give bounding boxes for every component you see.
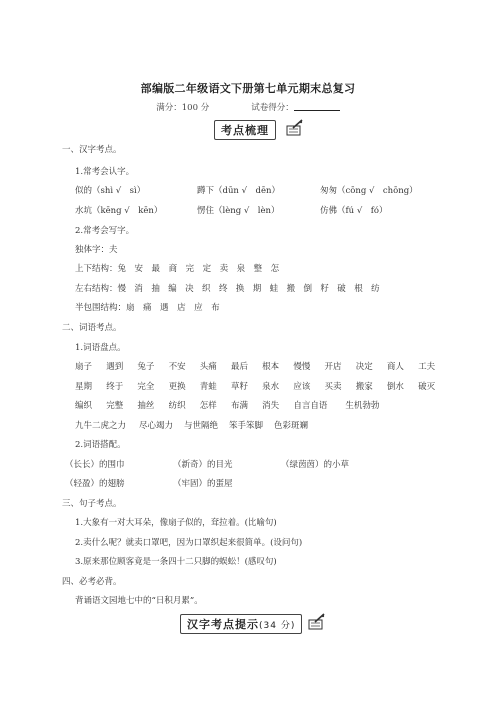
list-item: 应 xyxy=(194,303,203,313)
list-item: 扇 xyxy=(126,303,135,313)
list-item: 纺 xyxy=(371,284,380,294)
row-label: 独体字： xyxy=(75,245,110,255)
section-1-1-heading: 1.常考会认字。 xyxy=(75,167,135,177)
banner-hanzi-label: 汉字考点提示 xyxy=(187,618,259,631)
pinyin-item: 蹲下（dūn √ dēn） xyxy=(197,186,280,196)
list-item: 布满 xyxy=(230,401,248,411)
list-item: 完整 xyxy=(106,401,124,411)
list-item: 最后 xyxy=(230,362,248,372)
score-blank[interactable] xyxy=(294,101,340,111)
row-label: 半包围结构： xyxy=(75,303,127,313)
list-item: 编 xyxy=(168,284,177,294)
list-item: 完 xyxy=(185,264,195,274)
char-list xyxy=(118,262,288,274)
list-item: 慢慢 xyxy=(293,362,311,372)
list-item: 慢 xyxy=(117,284,127,294)
list-item: 兔子 xyxy=(137,362,155,372)
collocation-item: （绿茵茵）的小草 xyxy=(281,460,350,470)
list-item: 与世隔绝 xyxy=(184,421,219,431)
word-row-3 xyxy=(75,399,397,411)
pinyin-row-2 xyxy=(75,204,388,216)
list-item: 抽 xyxy=(151,284,160,294)
collocation-item: （长长）的围巾 xyxy=(65,460,125,470)
list-item: 倒 xyxy=(303,284,312,294)
list-item: 工夫 xyxy=(418,362,436,372)
banner-hanzi xyxy=(0,612,496,632)
recite-task: 背诵语文园地七中的“日积月累”。 xyxy=(75,596,203,606)
section-1-2-heading: 2.常考会写字。 xyxy=(75,226,135,236)
list-item: 草籽 xyxy=(230,382,248,392)
banner-hanzi-score: (34 分) xyxy=(259,621,296,631)
sentence-2: 2.卖什么呢？就卖口罩吧，因为口罩织起来很简单。(设问句) xyxy=(75,538,303,548)
document-title: 部编版二年级语文下册第七单元期末总复习 xyxy=(140,82,356,95)
pen-paper-icon xyxy=(306,612,328,632)
list-item: 生机勃勃 xyxy=(345,401,380,411)
section-4-heading: 四、必考必背。 xyxy=(62,577,122,587)
list-item: 不安 xyxy=(168,362,186,372)
list-item: 买卖 xyxy=(324,382,342,392)
banner-kaodian xyxy=(0,118,496,138)
list-item: 布 xyxy=(211,303,220,313)
list-item: 卖 xyxy=(219,264,229,274)
list-item: 换 xyxy=(235,284,245,294)
list-item: 色彩斑斓 xyxy=(274,421,309,431)
word-row-1 xyxy=(75,360,449,372)
char-list xyxy=(118,282,389,294)
list-item: 商 xyxy=(168,264,178,274)
pinyin-item: 匆匆（cōng √ chōng） xyxy=(320,186,418,196)
list-item: 最 xyxy=(151,264,161,274)
list-item: 搬 xyxy=(286,284,296,294)
collocation-row-1 xyxy=(65,458,349,470)
list-item: 根 xyxy=(354,284,363,294)
section-1-heading: 一、汉字考点。 xyxy=(62,145,122,155)
sentence-1: 1.大象有一对大耳朵，像扇子似的，耷拉着。(比喻句) xyxy=(75,518,277,528)
collocation-item: （新奇）的目光 xyxy=(173,460,233,470)
list-item: 青蛙 xyxy=(199,382,217,392)
sentence-3: 3.原来那位顾客竟是一条四十二只脚的蜈蚣！(感叹句) xyxy=(75,557,277,567)
banner-hanzi-box xyxy=(180,614,302,634)
list-item: 定 xyxy=(202,264,212,274)
list-item: 终于 xyxy=(106,382,124,392)
list-item: 店 xyxy=(177,303,186,313)
list-item: 消失 xyxy=(262,401,280,411)
pen-paper-icon xyxy=(284,118,306,138)
pinyin-item: 似的（shì √ sì） xyxy=(75,186,146,196)
leftright-row xyxy=(75,282,388,294)
section-2-heading: 二、词语考点。 xyxy=(62,323,122,333)
section-2-1-heading: 1.词语盘点。 xyxy=(75,343,126,353)
list-item: 籽 xyxy=(320,284,329,294)
score-line xyxy=(0,101,496,113)
list-item: 怎样 xyxy=(199,401,217,411)
pinyin-row-1 xyxy=(75,184,418,196)
banner-kaodian-label: 考点梳理 xyxy=(214,120,276,140)
list-item: 怎 xyxy=(270,264,280,274)
list-item: 安 xyxy=(134,264,144,274)
list-item: 兔 xyxy=(117,264,127,274)
list-item: 纺织 xyxy=(168,401,186,411)
list-item: 更换 xyxy=(168,382,186,392)
list-item: 决定 xyxy=(355,362,373,372)
list-item: 倒水 xyxy=(386,382,404,392)
list-item: 扇子 xyxy=(75,362,93,372)
list-item: 终 xyxy=(218,284,228,294)
list-item: 破 xyxy=(337,284,346,294)
topdown-row xyxy=(75,262,288,274)
list-item: 搬家 xyxy=(355,382,373,392)
list-item: 根本 xyxy=(262,362,280,372)
list-item: 头痛 xyxy=(199,362,217,372)
list-item: 九牛二虎之力 xyxy=(75,421,127,431)
char-list: 夫 xyxy=(109,245,118,255)
list-item: 痛 xyxy=(143,303,152,313)
list-item: 商人 xyxy=(386,362,404,372)
list-item: 遇 xyxy=(160,303,169,313)
word-row-2 xyxy=(75,380,449,392)
word-row-4 xyxy=(75,419,319,431)
list-item: 完全 xyxy=(137,382,155,392)
list-item: 编织 xyxy=(75,401,93,411)
section-2-2-heading: 2.词语搭配。 xyxy=(75,440,126,450)
list-item: 期 xyxy=(252,284,262,294)
list-item: 泉 xyxy=(236,264,246,274)
list-item: 自言自语 xyxy=(293,401,328,411)
list-item: 抽丝 xyxy=(137,401,155,411)
section-3-heading: 三、句子考点。 xyxy=(62,499,122,509)
list-item: 开店 xyxy=(324,362,342,372)
row-label: 左右结构： xyxy=(75,284,118,294)
got-score-label: 试卷得分： xyxy=(251,103,294,113)
collocation-item: （牢固）的蛋屋 xyxy=(173,479,233,489)
collocation-item: （轻盈）的翅膀 xyxy=(65,479,125,489)
list-item: 蛙 xyxy=(269,284,279,294)
list-item: 织 xyxy=(202,284,211,294)
full-score: 满分：100 分 xyxy=(156,103,210,113)
list-item: 破灭 xyxy=(418,382,436,392)
list-item: 决 xyxy=(185,284,194,294)
pinyin-item: 仿佛（fú √ fó） xyxy=(320,206,388,216)
list-item: 遇到 xyxy=(106,362,124,372)
pinyin-item: 愣住（lèng √ lèn） xyxy=(197,206,280,216)
char-list xyxy=(126,301,228,313)
list-item: 整 xyxy=(253,264,263,274)
list-item: 星期 xyxy=(75,382,93,392)
row-label: 上下结构： xyxy=(75,264,118,274)
list-item: 应该 xyxy=(293,382,311,392)
half-enclosure-row xyxy=(75,301,228,313)
collocation-row-2 xyxy=(65,477,233,489)
list-item: 泉水 xyxy=(262,382,280,392)
list-item: 消 xyxy=(134,284,143,294)
list-item: 笨手笨脚 xyxy=(229,421,264,431)
single-char-row xyxy=(75,243,118,255)
pinyin-item: 水坑（kēng √ kēn） xyxy=(75,206,163,216)
list-item: 尽心竭力 xyxy=(139,421,174,431)
